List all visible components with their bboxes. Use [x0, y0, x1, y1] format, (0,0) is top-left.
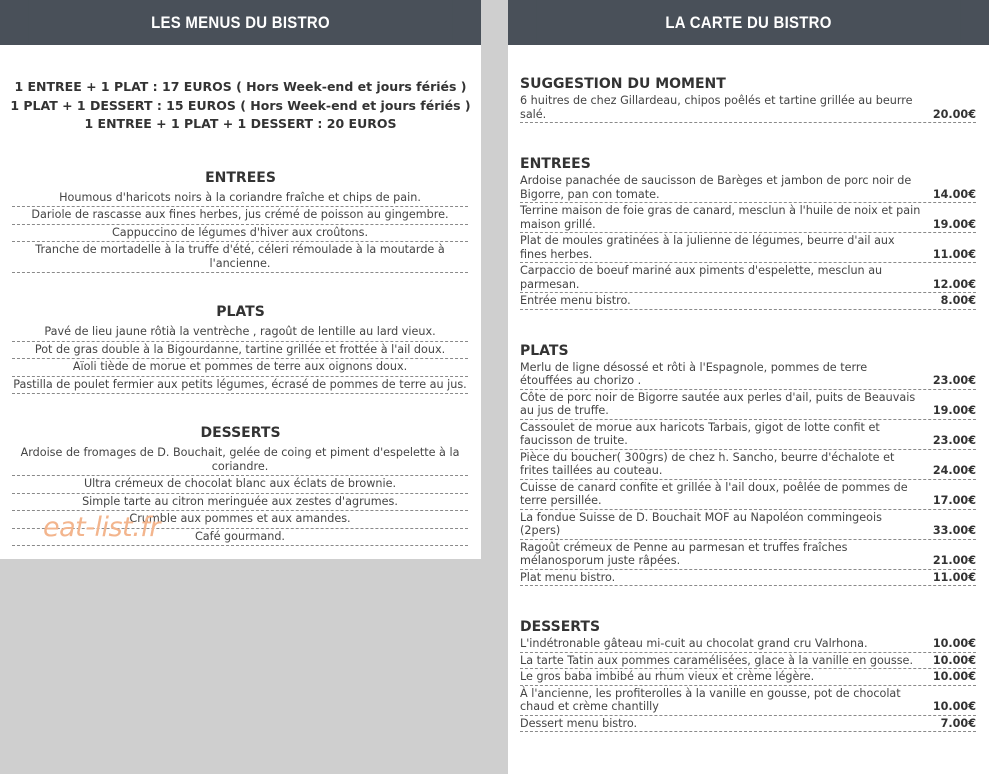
dish-price: 10.00€	[932, 653, 976, 667]
list-item: Café gourmand.	[12, 529, 468, 547]
table-row	[520, 233, 976, 263]
carte-desserts-list	[520, 636, 976, 732]
list-item: Houmous d'haricots noirs à la coriandre fraîche et chips de pain.	[12, 190, 468, 208]
carte-section-title-plats: PLATS	[520, 342, 569, 359]
table-row	[520, 390, 976, 420]
table-row	[520, 716, 976, 733]
menus-title: LES MENUS DU BISTRO	[29, 0, 452, 45]
table-row	[520, 293, 976, 310]
dish-name: Carpaccio de boeuf mariné aux piments d'espelette, mesclun au parmesan.	[520, 264, 883, 291]
formula-line: 1 ENTREE + 1 PLAT + 1 DESSERT : 20 EUROS	[84, 116, 397, 131]
carte-section-title-suggestion: SUGGESTION DU MOMENT	[520, 76, 726, 92]
dish-price: 8.00€	[940, 294, 976, 307]
dish-price: 23.00€	[932, 374, 976, 387]
list-item: Pavé de lieu jaune rôtià la ventrèche , ragoût de lentille au lard vieux.	[12, 324, 468, 342]
dish-price: 19.00€	[932, 404, 976, 417]
table-row	[520, 686, 976, 716]
carte-section-title-entrees: ENTREES	[520, 156, 591, 172]
table-row	[520, 420, 976, 450]
table-row	[520, 93, 976, 123]
menus-section-title-plats: PLATS	[216, 304, 265, 320]
bistro-menus-panel	[0, 0, 481, 559]
menus-plats-list	[12, 324, 468, 394]
dish-name: Côte de porc noir de Bigorre sautée aux perles d'ail, puits de Beauvais au jus de truffe.	[520, 390, 916, 417]
dish-price: 10.00€	[932, 670, 976, 683]
menu-formulas	[0, 78, 481, 134]
list-item: Pastilla de poulet fermier aux petits légumes, écrasé de pommes de terre au jus.	[12, 377, 468, 395]
carte-title: LA CARTE DU BISTRO	[537, 0, 960, 45]
dish-name: Cuisse de canard confite et grillée à l'ail doux, poêlée de pommes de terre persillée.	[520, 480, 908, 507]
menus-header	[0, 0, 481, 45]
carte-suggestion-list	[520, 93, 976, 123]
menus-entrees-list	[12, 190, 468, 274]
dish-name: Merlu de ligne désossé et rôti à l'Espagnole, pommes de terre étouffées au chorizo .	[520, 360, 868, 387]
list-item: Simple tarte au citron meringuée aux zestes d'agrumes.	[12, 494, 468, 512]
dish-price: 14.00€	[932, 187, 976, 201]
dish-price: 17.00€	[932, 494, 976, 507]
carte-plats-list	[520, 360, 976, 587]
dish-name: Plat de moules gratinées à la julienne de légumes, beurre d'ail aux fines herbes.	[520, 234, 895, 261]
table-row	[520, 360, 976, 390]
dish-name: Ragoût crémeux de Penne au parmesan et truffes fraîches mélanosporum juste râpées.	[520, 540, 848, 567]
dish-price: 11.00€	[932, 570, 976, 584]
list-item: Cappuccino de légumes d'hiver aux croûtons.	[12, 225, 468, 243]
dish-name: La tarte Tatin aux pommes caramélisées, glace à la vanille en gousse.	[520, 653, 913, 667]
carte-header	[508, 0, 989, 45]
table-row	[520, 653, 976, 670]
table-row	[520, 540, 976, 570]
list-item: Crumble aux pommes et aux amandes.	[12, 511, 468, 529]
list-item: Dariole de rascasse aux fines herbes, jus crémé de poisson au gingembre.	[12, 207, 468, 225]
dish-name: Entrée menu bistro.	[520, 294, 631, 307]
dish-name: La fondue Suisse de D. Bouchait MOF au Napoléon commingeois (2pers)	[520, 510, 882, 537]
dish-price: 23.00€	[932, 434, 976, 447]
dish-price: 20.00€	[932, 107, 976, 121]
dish-name: L'indétronable gâteau mi-cuit au chocolat grand cru Valrhona.	[520, 637, 868, 650]
dish-price: 24.00€	[932, 464, 976, 477]
menus-section-title-desserts: DESSERTS	[200, 425, 281, 441]
dish-price: 12.00€	[932, 277, 976, 291]
dish-name: Ardoise panachée de saucisson de Barèges et jambon de porc noir de Bigorre, pan con tomate.	[520, 174, 912, 201]
dish-price: 21.00€	[932, 554, 976, 567]
list-item: Aïoli tiède de morue et pommes de terre aux oignons doux.	[12, 359, 468, 377]
dish-price: 7.00€	[940, 716, 976, 730]
table-row	[520, 263, 976, 293]
dish-price: 11.00€	[932, 247, 976, 261]
carte-entrees-list	[520, 173, 976, 310]
dish-name: Terrine maison de foie gras de canard, mesclun à l'huile de noix et pain maison grillé.	[520, 204, 921, 231]
dish-price: 10.00€	[932, 700, 976, 713]
dish-name: 6 huitres de chez Gillardeau, chipos poêlés et tartine grillée au beurre salé.	[520, 94, 913, 121]
menus-section-title-entrees: ENTREES	[205, 169, 276, 186]
table-row	[520, 669, 976, 686]
list-item: Tranche de mortadelle à la truffe d'été, céleri rémoulade à la moutarde à l'ancienne.	[12, 242, 468, 273]
table-row	[520, 480, 976, 510]
formula-line: 1 PLAT + 1 DESSERT : 15 EUROS ( Hors Week-end et jours fériés )	[10, 97, 471, 113]
list-item: Ultra crémeux de chocolat blanc aux éclats de brownie.	[12, 476, 468, 494]
dish-price: 33.00€	[932, 524, 976, 537]
list-item: Ardoise de fromages de D. Bouchait, gelée de coing et piment d'espelette à la coriandre.	[12, 445, 468, 476]
watermark: eat-list.fr	[43, 512, 160, 543]
table-row	[520, 203, 976, 233]
dish-name: À l'ancienne, les profiterolles à la vanille en gousse, pot de chocolat chaud et crème chantilly	[520, 686, 901, 713]
list-item: Pot de gras double à la Bigourdanne, tartine grillée et frottée à l'ail doux.	[12, 342, 468, 360]
dish-price: 19.00€	[932, 217, 976, 231]
table-row	[520, 510, 976, 540]
dish-name: Dessert menu bistro.	[520, 716, 638, 730]
formula-line: 1 ENTREE + 1 PLAT : 17 EUROS ( Hors Week-end et jours fériés )	[14, 79, 467, 94]
dish-name: Pièce du boucher( 300grs) de chez h. Sancho, beurre d'échalote et frites taillées au couteau.	[520, 450, 895, 477]
dish-name: Le gros baba imbibé au rhum vieux et crème légère.	[520, 670, 815, 683]
table-row	[520, 173, 976, 203]
dish-name: Plat menu bistro.	[520, 570, 616, 584]
table-row	[520, 636, 976, 653]
dish-name: Cassoulet de morue aux haricots Tarbais, gigot de lotte confit et faucisson de truite.	[520, 420, 880, 447]
table-row	[520, 570, 976, 587]
table-row	[520, 450, 976, 480]
bistro-carte-panel	[508, 0, 989, 774]
dish-price: 10.00€	[932, 637, 976, 650]
carte-section-title-desserts: DESSERTS	[520, 619, 601, 635]
